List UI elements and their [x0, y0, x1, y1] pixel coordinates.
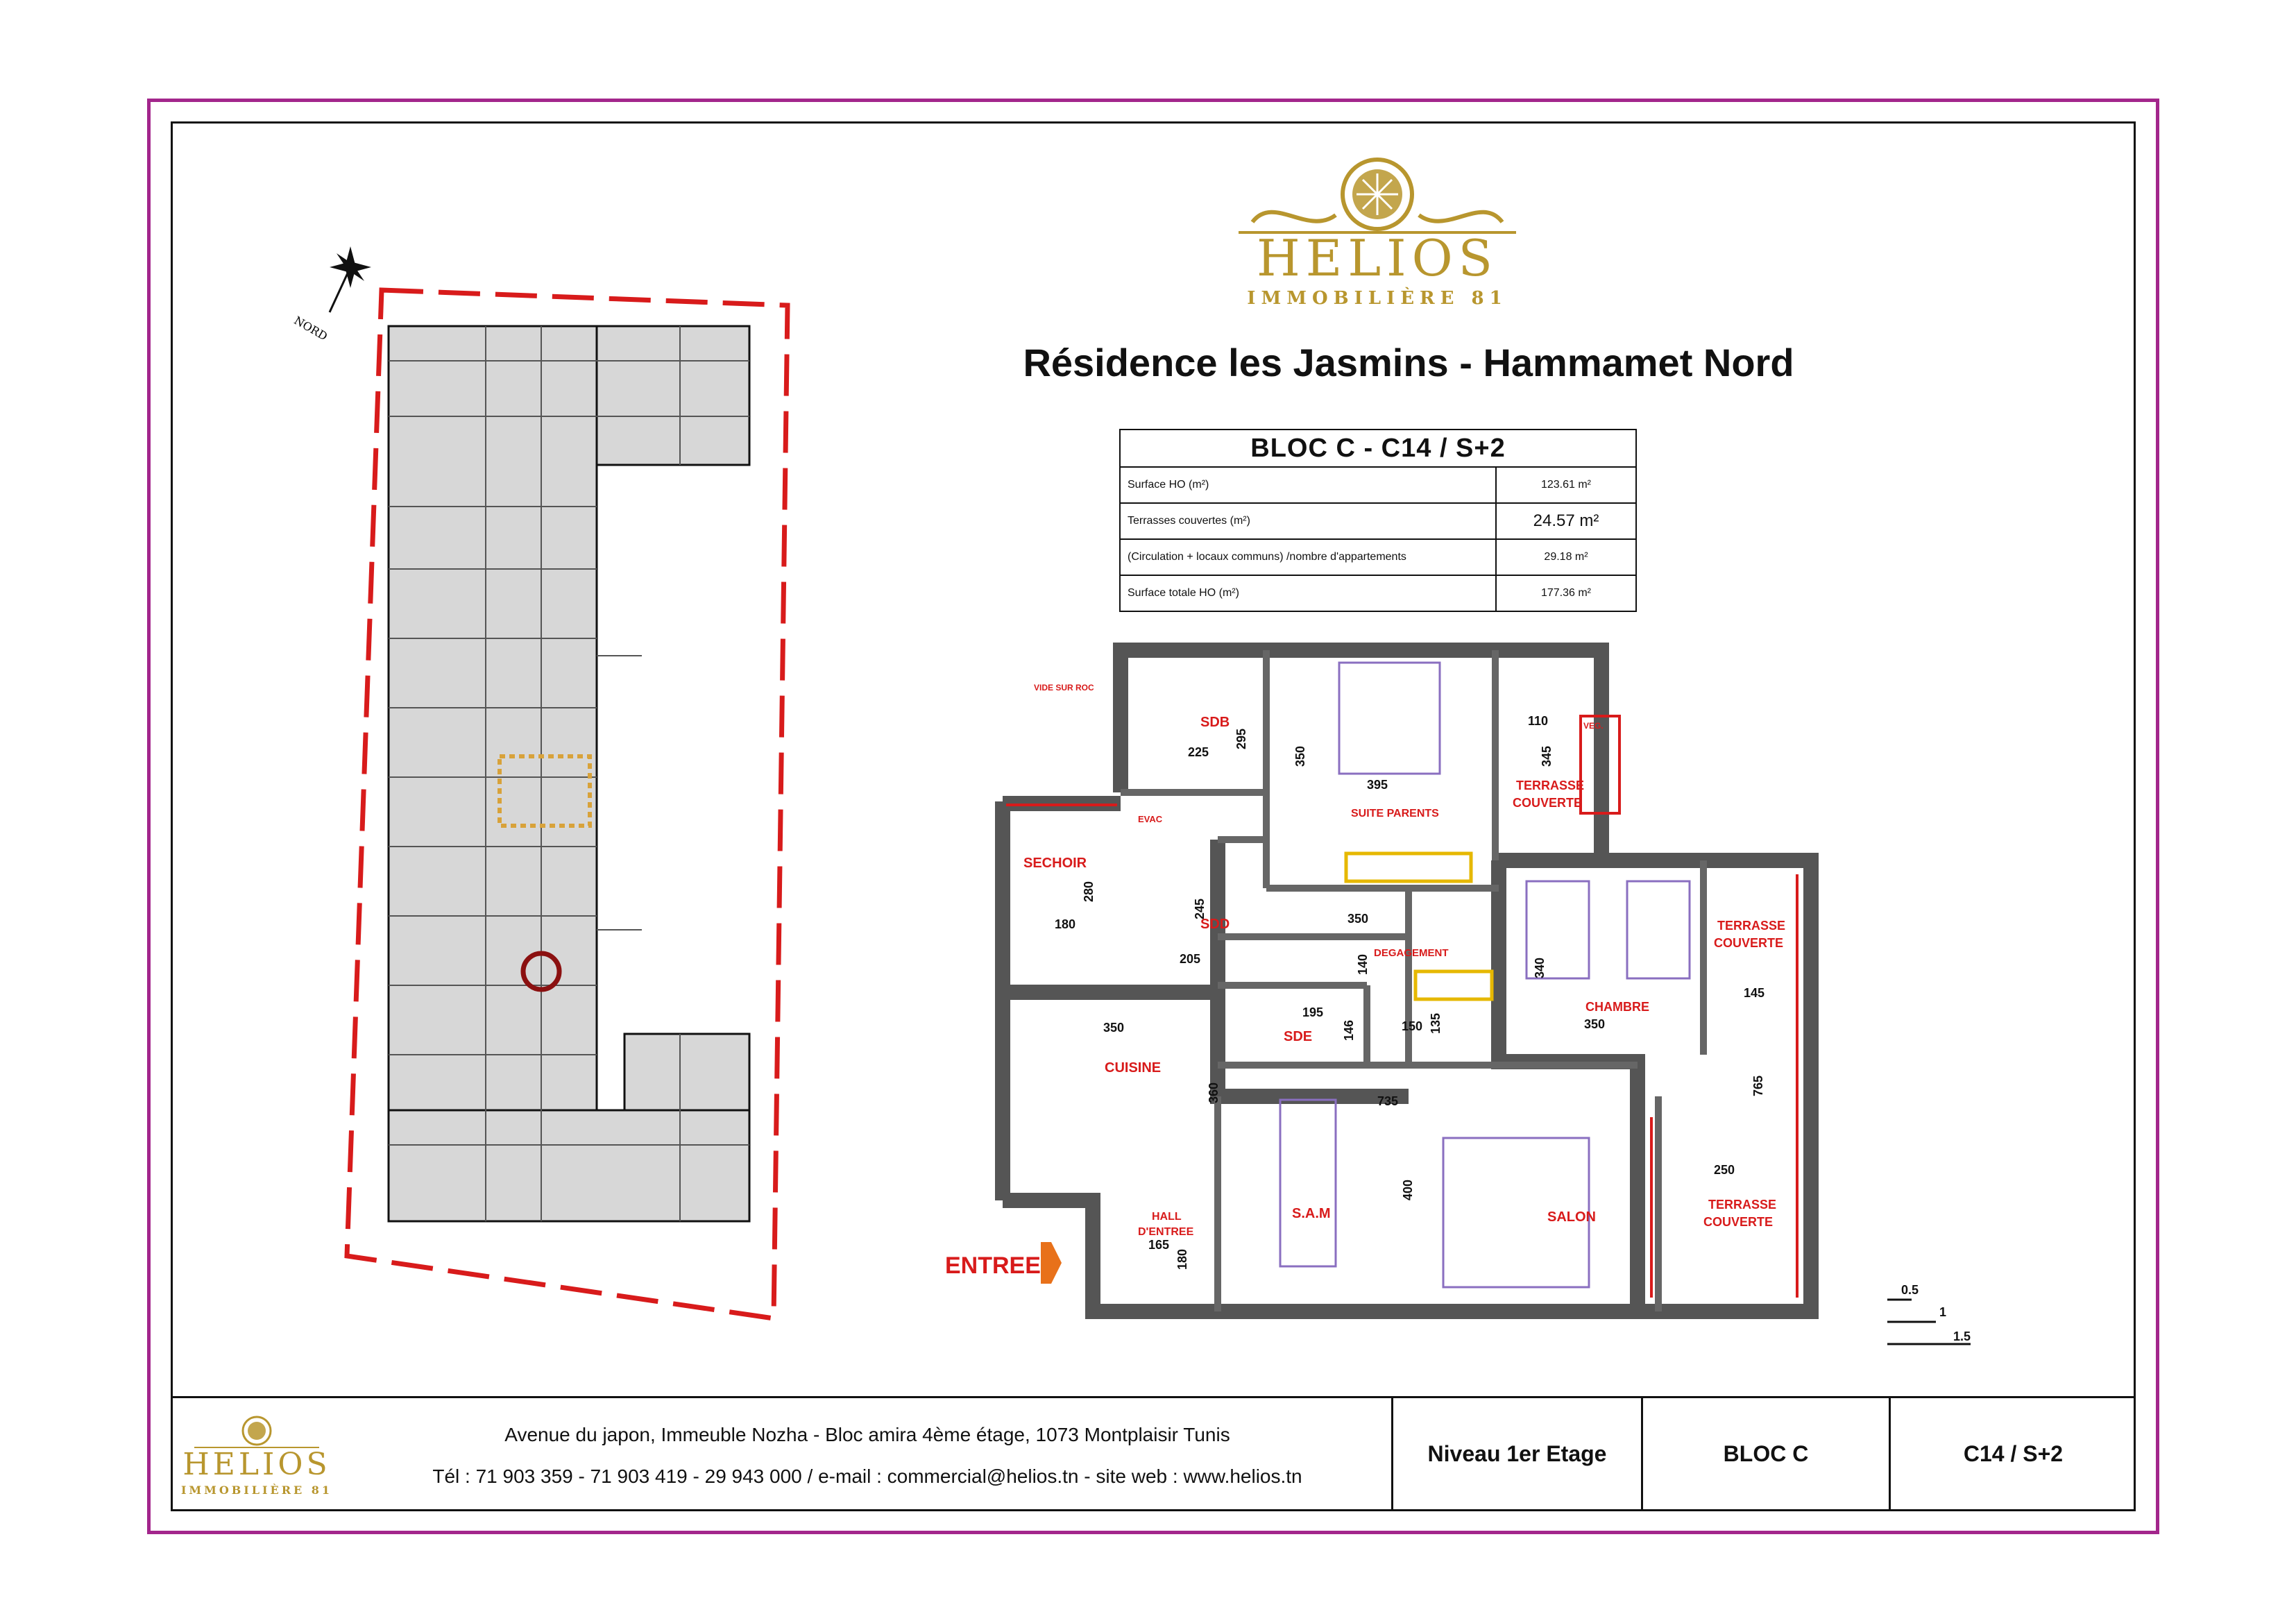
dim-350a: 350 — [1293, 745, 1307, 767]
dim-165: 165 — [1148, 1238, 1170, 1252]
dim-205: 205 — [1180, 952, 1201, 966]
dim-110: 110 — [1528, 714, 1549, 728]
table-row — [1120, 539, 1636, 575]
site-building — [389, 326, 749, 1221]
room-veg: VEG. — [1583, 721, 1604, 731]
wardrobe-1 — [1346, 853, 1471, 881]
footer-logo-name: HELIOS — [182, 1447, 331, 1482]
entree-arrow — [1041, 1242, 1062, 1284]
dim-350b: 350 — [1347, 912, 1369, 926]
dim-395: 395 — [1367, 778, 1388, 792]
page-title: Résidence les Jasmins - Hammamet Nord — [1023, 341, 1794, 384]
room-hall: HALL — [1152, 1211, 1182, 1223]
floor-plan-windows — [1006, 805, 1797, 1298]
footer-address: Avenue du japon, Immeuble Nozha - Bloc amira 4ème étage, 1073 Montplaisir Tunis — [504, 1424, 1230, 1445]
dim-340: 340 — [1533, 957, 1547, 978]
room-vide: VIDE SUR ROC — [1034, 683, 1094, 692]
table-row — [1120, 575, 1636, 611]
logo-emblem — [1239, 160, 1516, 232]
room-terrasse3: TERRASSE — [1708, 1198, 1777, 1212]
info-value: 123.61 m² — [1496, 467, 1636, 503]
info-table-header: BLOC C - C14 / S+2 — [1120, 430, 1636, 467]
dim-245: 245 — [1193, 898, 1207, 919]
dim-280: 280 — [1082, 881, 1096, 902]
dim-350c: 350 — [1584, 1017, 1606, 1031]
room-sechoir: SECHOIR — [1023, 856, 1087, 871]
dim-345: 345 — [1540, 745, 1554, 767]
dim-140: 140 — [1356, 953, 1370, 975]
logo-name: HELIOS — [1257, 229, 1498, 287]
north-arrow — [330, 246, 371, 312]
dim-195: 195 — [1302, 1005, 1324, 1019]
room-sde: SDE — [1284, 1029, 1313, 1044]
info-label: (Circulation + locaux communs) /nombre d'appartements — [1120, 539, 1496, 575]
dim-145: 145 — [1744, 986, 1765, 1000]
room-sam: S.A.M — [1292, 1206, 1331, 1221]
footer-logo-sub: IMMOBILIÈRE 81 — [180, 1484, 333, 1497]
table-row — [1120, 503, 1636, 539]
info-value: 29.18 m² — [1496, 539, 1636, 575]
info-value: 24.57 m² — [1496, 503, 1636, 539]
wardrobe-2 — [1415, 971, 1492, 999]
dim-400: 400 — [1401, 1179, 1415, 1200]
footer-address-block — [361, 1414, 1374, 1497]
dim-250: 250 — [1714, 1163, 1735, 1177]
info-label: Surface totale HO (m²) — [1120, 575, 1496, 611]
room-sdb: SDB — [1200, 715, 1230, 730]
table-row — [1120, 467, 1636, 503]
dim-295: 295 — [1234, 728, 1248, 749]
footer-contact: Tél : 71 903 359 - 71 903 419 - 29 943 000 / e-mail : commercial@helios.tn - site web : www.helios.tn — [432, 1465, 1302, 1487]
dim-180b: 180 — [1175, 1248, 1189, 1270]
room-terrasse1b: COUVERTE — [1513, 796, 1583, 810]
dim-350d: 350 — [1103, 1021, 1125, 1035]
dim-135: 135 — [1429, 1012, 1443, 1034]
logo-sub: IMMOBILIÈRE 81 — [1247, 288, 1508, 309]
scale-label-2: 1 — [1939, 1305, 1947, 1319]
north-label: NORD — [291, 314, 330, 343]
info-label: Surface HO (m²) — [1120, 467, 1496, 503]
entree-label: ENTREE — [945, 1252, 1041, 1279]
room-terrasse2: TERRASSE — [1717, 919, 1786, 933]
floor-plan-furniture — [1280, 663, 1690, 1287]
room-terrasse1: TERRASSE — [1516, 779, 1585, 792]
info-label: Terrasses couvertes (m²) — [1120, 503, 1496, 539]
room-sdd: SDD — [1200, 917, 1230, 932]
scale-label-3: 1.5 — [1953, 1329, 1971, 1343]
scale-label-1: 0.5 — [1901, 1283, 1919, 1297]
room-hall2: D'ENTREE — [1138, 1226, 1194, 1238]
footer-niveau: Niveau 1er Etage — [1427, 1441, 1607, 1466]
footer-apt: C14 / S+2 — [1963, 1441, 2064, 1466]
dim-765: 765 — [1751, 1075, 1765, 1096]
footer-logo-emblem — [194, 1417, 319, 1447]
info-table — [1119, 429, 1637, 612]
room-chambre: CHAMBRE — [1585, 1000, 1649, 1014]
dim-150: 150 — [1402, 1019, 1423, 1033]
info-value: 177.36 m² — [1496, 575, 1636, 611]
room-salon: SALON — [1547, 1209, 1596, 1225]
room-evac: EVAC — [1138, 814, 1163, 824]
room-degagement: DEGAGEMENT — [1374, 947, 1449, 959]
room-suite: SUITE PARENTS — [1351, 808, 1439, 819]
dim-360: 360 — [1207, 1082, 1221, 1103]
room-terrasse2b: COUVERTE — [1714, 936, 1784, 950]
room-cuisine: CUISINE — [1105, 1060, 1162, 1076]
footer-bloc: BLOC C — [1723, 1441, 1809, 1466]
dim-180: 180 — [1055, 917, 1076, 931]
room-terrasse3b: COUVERTE — [1703, 1215, 1774, 1229]
dim-225: 225 — [1188, 745, 1209, 759]
dim-146: 146 — [1342, 1019, 1356, 1041]
dim-735: 735 — [1377, 1094, 1399, 1108]
